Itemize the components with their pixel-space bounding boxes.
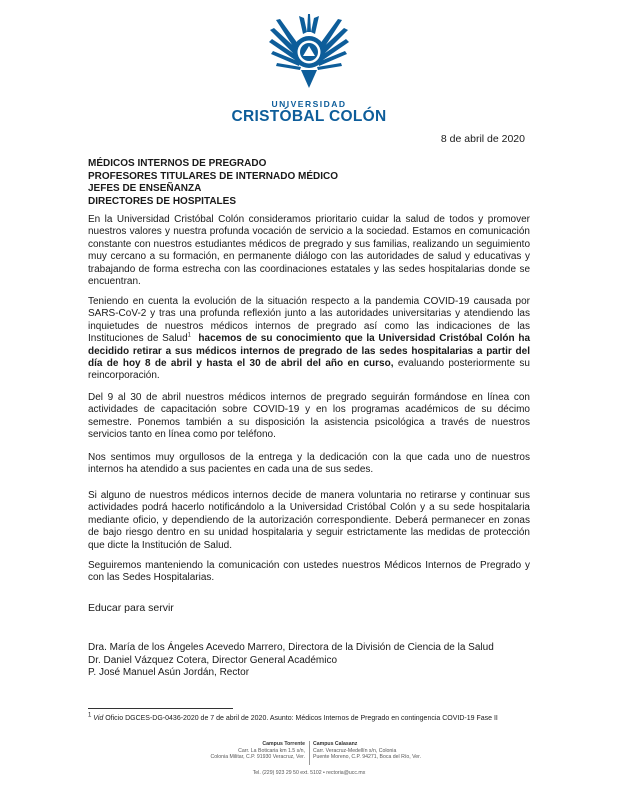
paragraph-decision-intro: Teniendo en cuenta la evolución de la situación respecto a la pandemia COVID-19 causada por SARS-CoV-2 y tras una profunda reflexión junto a las autoridades universitarias y atendiendo las inquietudes de nuestros médicos internos de pregrado así como las indicaciones de las Instituciones de Salud (88, 296, 530, 345)
signature-line: Dra. María de los Ángeles Acevedo Marrero, Directora de la División de Ciencia de la Salud (88, 642, 494, 653)
footnote-divider (88, 708, 233, 709)
closing-motto: Educar para servir (88, 602, 174, 614)
paragraph-communication: Seguiremos manteniendo la comunicación con ustedes nuestros Médicos Internos de Pregrado y con las Sedes Hospitalarias. (88, 560, 530, 584)
recipient-line: MÉDICOS INTERNOS DE PREGRADO (88, 158, 267, 169)
campus-address-line: Carr. La Boticaria km 1.5 s/n, (238, 747, 305, 754)
footnote (88, 712, 498, 722)
letter-date: 8 de abril de 2020 (440, 133, 525, 145)
signature-line: P. José Manuel Asún Jordán, Rector (88, 667, 250, 678)
contact-info: Tel. (229) 923 29 50 ext. 5102 • rectoria@ucc.mx (252, 770, 366, 776)
paragraph-intro: En la Universidad Cristóbal Colón consideramos prioritario cuidar la salud de todos y promover nuestros valores y nuestra profunda vocación de servicio a la sociedad. Estamos en comunicación constante con nuestros estudiantes médicos de pregrado y sus familias, realizando un seguimiento muy cercano a su formación, en permanente diálogo con las autoridades de salud y educativas y trabajando de forma estrecha con las coordinaciones estatales y las sedes hospitalarias donde se encuentran. (88, 214, 530, 288)
footnote-reference: 1 (187, 332, 192, 339)
paragraph-decision (88, 296, 530, 383)
campus-title: Campus Torrente (262, 741, 305, 747)
recipients-block (88, 158, 338, 208)
paragraph-online-training: Del 9 al 30 de abril nuestros médicos internos de pregrado seguirán formándose en línea con actividades de capacitación sobre COVID-19 y en los programas académicos de su décimo semestre. Ponemos también a su disposición la asistencia psicológica a través de nuestros servicios tanto en línea como por teléfono. (88, 392, 530, 441)
signatures-block (88, 642, 494, 680)
university-emblem-icon (268, 12, 350, 90)
recipient-line: JEFES DE ENSEÑANZA (88, 183, 202, 194)
footnote-mark: 1 (88, 712, 92, 719)
recipient-line: DIRECTORES DE HOSPITALES (88, 195, 236, 207)
paragraph-decision-highlight: hacemos de su conocimiento que la Universidad Cristóbal Colón ha decidido retirar a sus médicos internos de pregrado de las sedes hospitalarias a partir del día de hoy 8 de abril y hasta el 30 de abril del año en curso, (88, 333, 531, 370)
campus-divider (309, 741, 310, 765)
recipient-line: PROFESORES TITULARES DE INTERNADO MÉDICO (88, 170, 339, 182)
campus-address-line: Colonia Militar, C.P. 91930 Veracruz, Ver. (210, 754, 305, 760)
paragraph-gratitude: Nos sentimos muy orgullosos de la entrega y la dedicación con la que cada uno de nuestros internos ha atendido a sus pacientes en cada una de sus sedes. (88, 452, 530, 476)
footnote-ref: Vid (93, 715, 104, 722)
university-name-line1: UNIVERSIDAD (271, 99, 347, 109)
paragraph-voluntary: Si alguno de nuestros médicos internos decide de manera voluntaria no retirarse y continuar sus actividades podrá hacerlo notificándolo a la Universidad Cristóbal Colón y a su sede hospitalaria mediante oficio, y dependiendo de la autorización correspondiente. Deberá permanecer en zonas de bajo riesgo dentro en su unidad hospitalaria y seguir estrictamente las medidas de protección que dicte la Institución de Salud. (88, 490, 530, 551)
campus-title: Campus Calasanz (313, 741, 358, 747)
campus-torrente-address (211, 741, 305, 761)
signature-line: Dr. Daniel Vázquez Cotera, Director General Académico (88, 654, 338, 666)
paragraph-decision-end: evaluando posteriormente su reincorporación. (88, 358, 530, 382)
footnote-text: Oficio DGCES-DG-0436-2020 de 7 de abril de 2020. Asunto: (103, 715, 296, 722)
university-name-line2: CRISTÓBAL COLÓN (231, 108, 387, 125)
campus-calasanz-address (313, 741, 421, 761)
footnote-subject: Médicos Internos de Pregrado en contingencia COVID-19 Fase II (295, 715, 498, 722)
campus-address-line: Carr. Veracruz-Medellín s/n, Colonia (313, 747, 397, 754)
campus-address-line: Puente Moreno, C.P. 94271, Boca del Río, Ver. (313, 754, 422, 760)
